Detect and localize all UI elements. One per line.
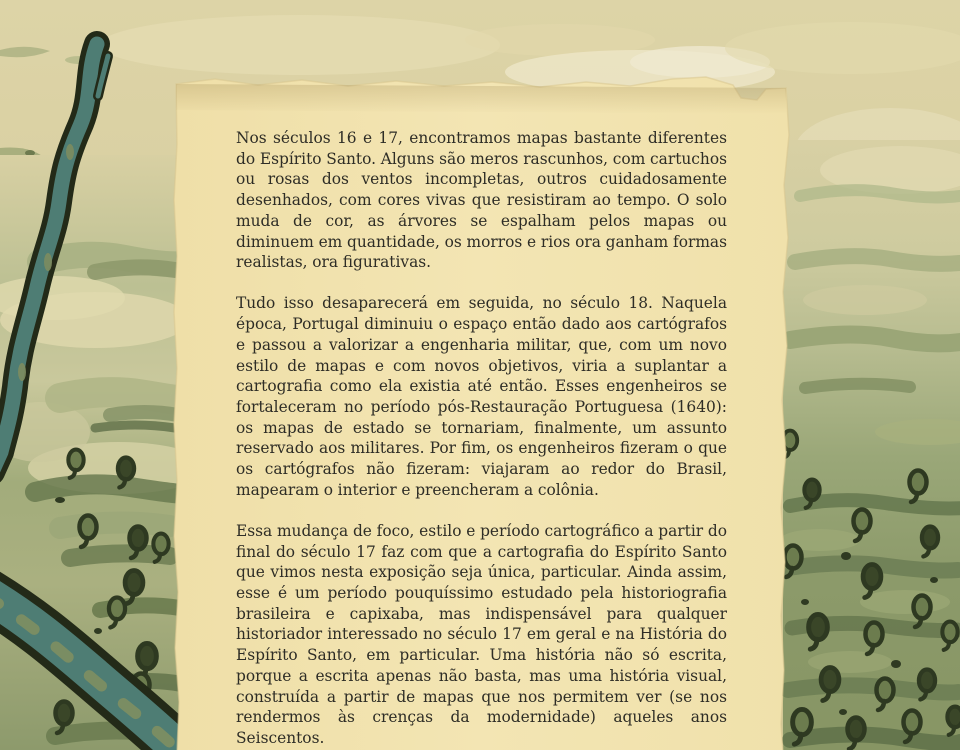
paragraph-3: Essa mudança de foco, estilo e período cartográfico a partir do final do século 17 faz com que a cartografia do Espírito Santo que vimos nesta exposição seja única, particular. Ainda assim, esse é um período pouquíssimo estudado pela historiografia brasileira e capixaba, mas indispensável para qualquer historiador interessado no século 17 em geral e na História do Espírito Santo, em particular. Uma história não só escrita, porque a escrita apenas não basta, mas uma história visual, construída a partir de mapas que nos permitem ver (se nos rendermos às crenças da modernidade) aqueles anos Seiscentos. (236, 521, 727, 747)
paragraph-2: Tudo isso desaparecerá em seguida, no século 18. Naquela época, Portugal diminuiu o espaço então dado aos cartógrafos e passou a valorizar a engenharia militar, que, com um novo estilo de mapas e com novos objetivos, viria a suplantar a cartografia como ela existia até então. Esses engenheiros se fortaleceram no período pós-Restauração Portuguesa (1640): os mapas de estado se tornariam, finalmente, um assunto reservado aos militares. Por fim, os engenheiros fizeram o que os cartógrafos não fizeram: viajaram ao redor do Brasil, mapearam o interior e preencheram a colônia. (236, 294, 727, 499)
right-map-art (780, 140, 960, 750)
exhibition-text (236, 128, 727, 749)
paragraph-1: Nos séculos 16 e 17, encontramos mapas bastante diferentes do Espírito Santo. Alguns são meros rascunhos, com cartuchos ou rosas dos ventos incompletas, outros cuidadosamente desenhados, com cores vivas que resistiram ao tempo. O solo muda de cor, as árvores se espalham pelos mapas ou diminuem em quantidade, os morros e rios ora ganham formas realistas, ora figurativas. (236, 129, 727, 272)
